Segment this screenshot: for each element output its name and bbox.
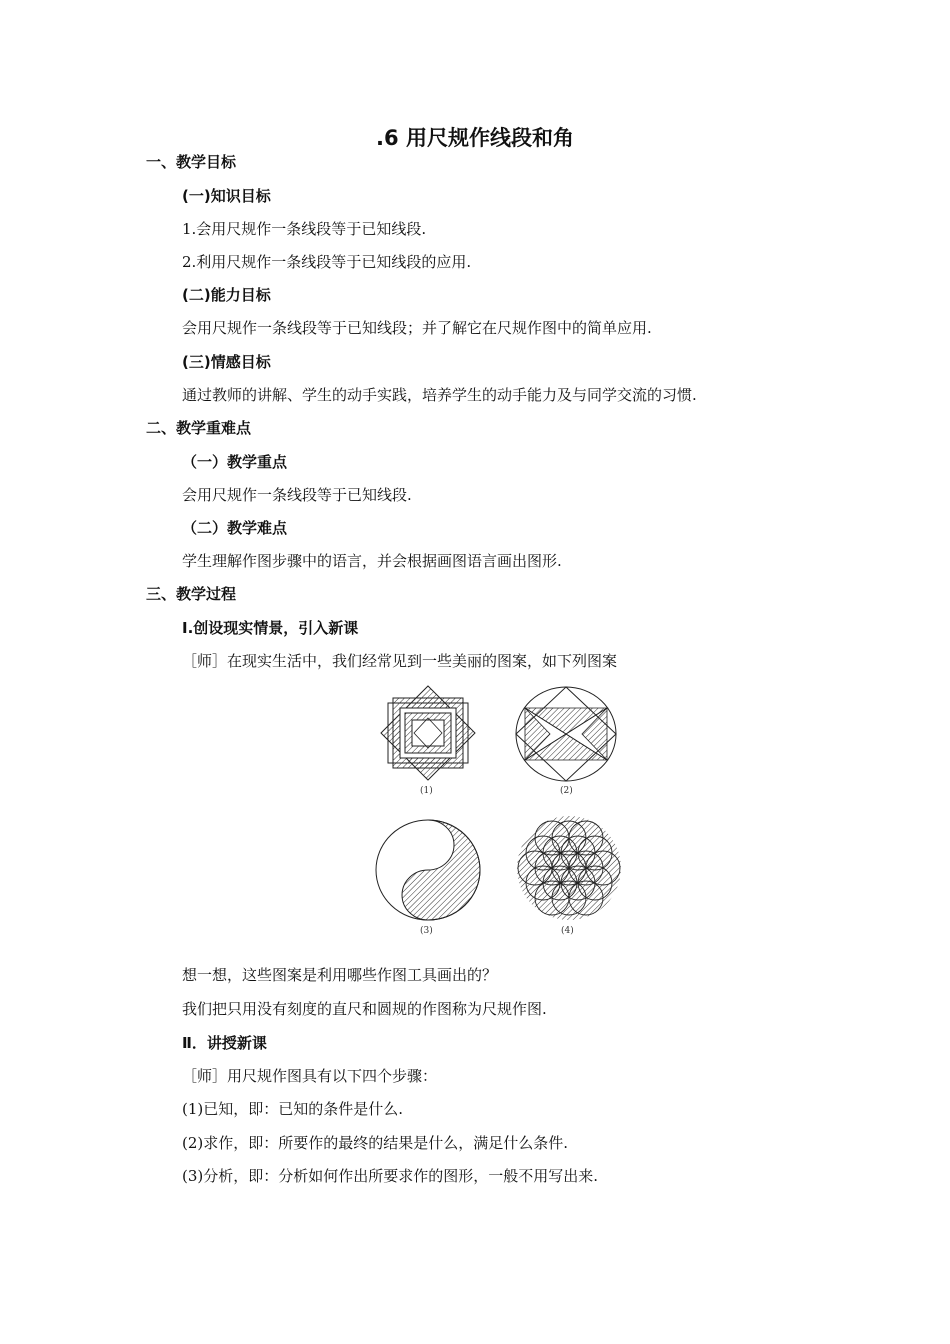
paragraph: 通过教师的讲解、学生的动手实践，培养学生的动手能力及与同学交流的习惯. [182,386,697,404]
pattern-1-squares [381,686,475,796]
paragraph: (3)分析，即：分析如何作出所要求作的图形，一般不用写出来. [182,1167,599,1185]
subheading-key-point: （一）教学重点 [182,453,288,471]
paragraph: (2)求作，即：所要作的最终的结果是什么，满足什么条件. [182,1134,569,1152]
subheading-intro: Ⅰ.创设现实情景，引入新课 [182,619,359,637]
paragraph: ［师］在现实生活中，我们经常见到一些美丽的图案，如下列图案 [182,652,618,670]
paragraph: 2.利用尺规作一条线段等于已知线段的应用. [182,253,472,271]
paragraph: 1.会用尺规作一条线段等于已知线段. [182,220,427,238]
paragraph: ［师］用尺规作图具有以下四个步骤： [182,1067,438,1085]
paragraph: 会用尺规作一条线段等于已知线段. [182,486,412,504]
pattern-3-yin-yang [376,820,480,936]
subheading-new-lesson: Ⅱ．讲授新课 [182,1034,267,1052]
patterns-figure [360,680,640,942]
paragraph: 学生理解作图步骤中的语言，并会根据画图语言画出图形. [182,552,562,570]
subheading-knowledge-goals: (一)知识目标 [182,187,271,205]
figure-caption: (3) [420,926,433,936]
page-title: .6 用尺规作线段和角 [376,126,574,150]
subheading-ability-goals: (二)能力目标 [182,286,271,304]
paragraph: 我们把只用没有刻度的直尺和圆规的作图称为尺规作图. [182,1000,547,1018]
heading-teaching-goals: 一、教学目标 [146,153,237,171]
subheading-difficulty: （二）教学难点 [182,519,288,537]
subheading-emotion-goals: (三)情感目标 [182,353,271,371]
figure-caption: (2) [560,786,573,796]
figure-caption: (1) [420,786,433,796]
heading-teaching-process: 三、教学过程 [146,585,237,603]
pattern-4-circles [515,816,625,936]
figure-caption: (4) [561,926,574,936]
paragraph: (1)已知，即：已知的条件是什么. [182,1100,404,1118]
pattern-2-circle-star [516,687,616,796]
paragraph: 想一想，这些图案是利用哪些作图工具画出的？ [182,966,498,984]
heading-key-points: 二、教学重难点 [146,419,252,437]
paragraph: 会用尺规作一条线段等于已知线段；并了解它在尺规作图中的简单应用. [182,319,652,337]
